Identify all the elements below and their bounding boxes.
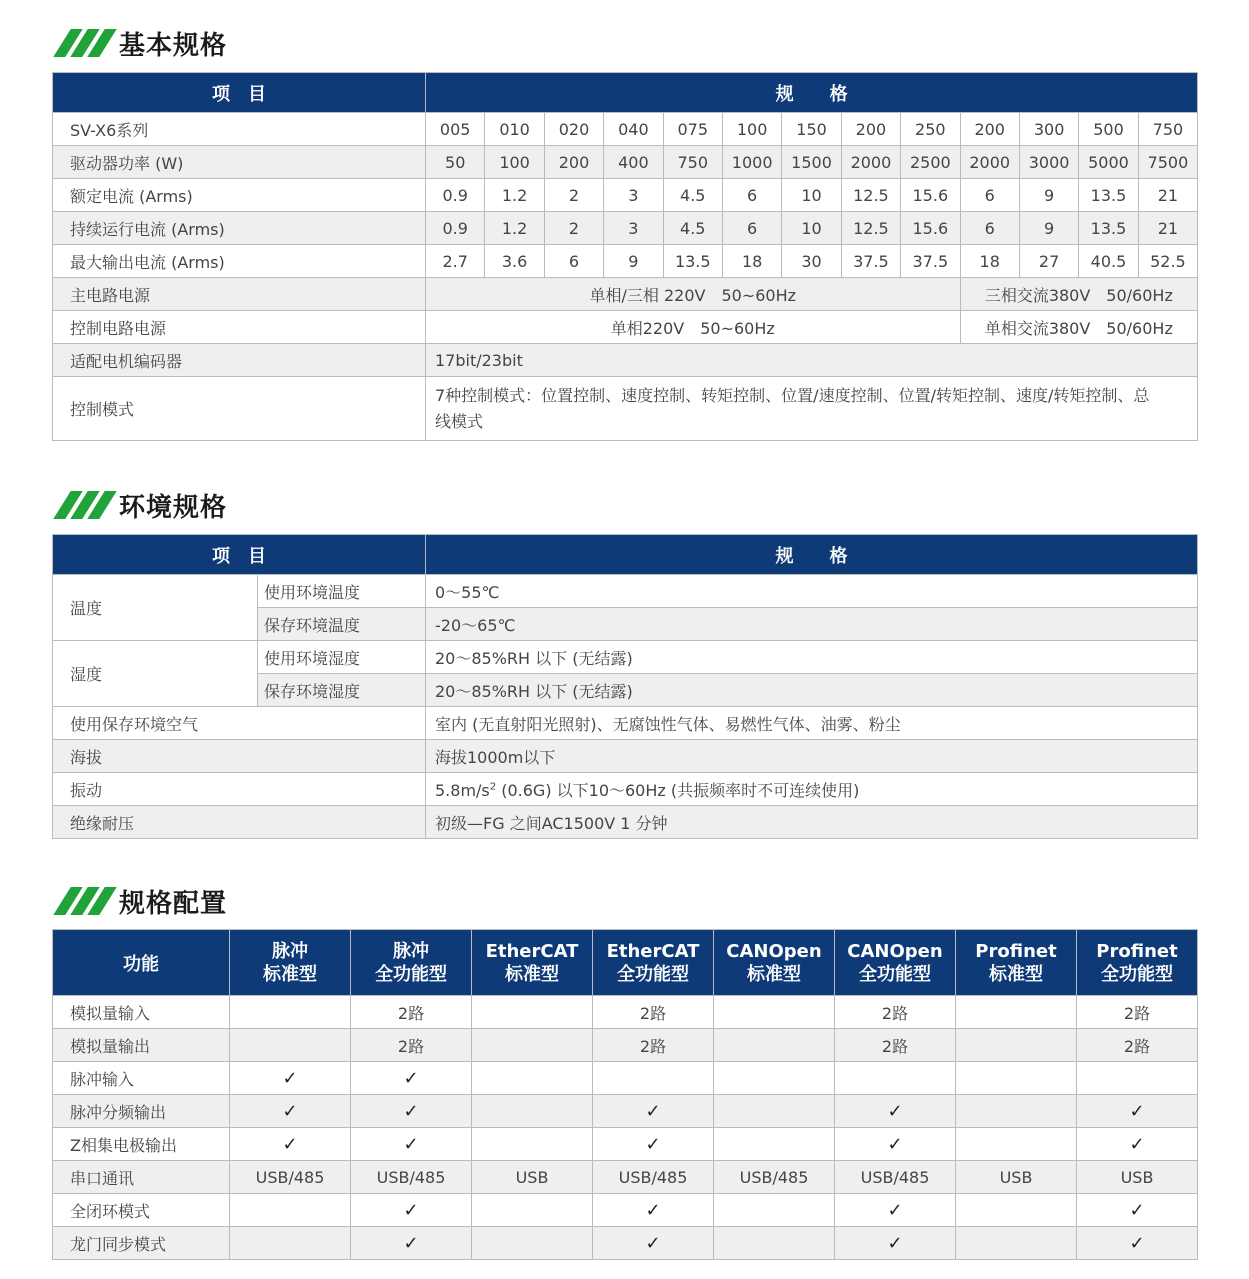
cell <box>714 1029 835 1062</box>
cell: 15.6 <box>901 212 960 245</box>
cell: 7种控制模式：位置控制、速度控制、转矩控制、位置/速度控制、位置/转矩控制、速度/转矩控制、总线模式 <box>426 377 1198 441</box>
cell: 750 <box>663 146 722 179</box>
cell: 9 <box>1019 179 1078 212</box>
cell: 30 <box>782 245 841 278</box>
row-label: 使用保存环境空气 <box>53 707 426 740</box>
cell: 室内 (无直射阳光照射)、无腐蚀性气体、易燃性气体、油雾、粉尘 <box>426 707 1198 740</box>
config-table <box>52 929 1198 1260</box>
cell: 400 <box>604 146 663 179</box>
row-label: Z相集电极输出 <box>53 1128 230 1161</box>
cell <box>714 1227 835 1260</box>
row-label: SV-X6系列 <box>53 113 426 146</box>
cell: 21 <box>1138 179 1197 212</box>
check-icon: ✓ <box>593 1227 714 1260</box>
cell: 2路 <box>1077 996 1198 1029</box>
row-label: 绝缘耐压 <box>53 806 426 839</box>
column-header <box>230 930 351 996</box>
column-header-line1: EtherCAT <box>485 940 579 962</box>
vibration-value: 5.8m/s <box>435 780 490 800</box>
cell: 20～85%RH 以下 (无结露) <box>426 674 1198 707</box>
check-icon: ✓ <box>1077 1227 1198 1260</box>
row-label: 控制模式 <box>53 377 426 441</box>
column-header <box>714 930 835 996</box>
table-row <box>53 740 1198 773</box>
row-label: 模拟量输出 <box>53 1029 230 1062</box>
cell: 3 <box>604 212 663 245</box>
row-label: 龙门同步模式 <box>53 1227 230 1260</box>
cell: 9 <box>604 245 663 278</box>
column-header-line2: 标准型 <box>505 963 559 985</box>
cell: 52.5 <box>1138 245 1197 278</box>
cell: 37.5 <box>901 245 960 278</box>
table-row <box>53 113 1198 146</box>
check-icon: ✓ <box>351 1062 472 1095</box>
section-title: 规格配置 <box>119 888 228 919</box>
column-header-line1: CANOpen <box>726 940 822 962</box>
cell: 200 <box>960 113 1019 146</box>
column-header <box>1077 930 1198 996</box>
cell: 150 <box>782 113 841 146</box>
cell: 2路 <box>593 996 714 1029</box>
check-icon: ✓ <box>1077 1128 1198 1161</box>
cell <box>714 1128 835 1161</box>
column-header-line2: 全功能型 <box>1101 963 1173 985</box>
cell <box>230 996 351 1029</box>
row-label: 串口通讯 <box>53 1161 230 1194</box>
cell: USB <box>472 1161 593 1194</box>
cell <box>956 1194 1077 1227</box>
cell: 保存环境湿度 <box>258 674 426 707</box>
cell: 13.5 <box>1079 179 1138 212</box>
check-icon: ✓ <box>230 1128 351 1161</box>
cell: 2000 <box>841 146 900 179</box>
superscript: 2 <box>489 781 497 793</box>
stripes-icon <box>52 887 113 915</box>
table-row <box>53 245 1198 278</box>
cell: 50 <box>426 146 485 179</box>
cell: 2路 <box>351 1029 472 1062</box>
cell: 200 <box>544 146 603 179</box>
cell: 0.9 <box>426 179 485 212</box>
cell: 2.7 <box>426 245 485 278</box>
cell: 2路 <box>351 996 472 1029</box>
check-icon: ✓ <box>835 1194 956 1227</box>
cell <box>472 996 593 1029</box>
check-icon: ✓ <box>835 1128 956 1161</box>
cell <box>472 1194 593 1227</box>
cell: 单相/三相 220V 50~60Hz <box>426 278 961 311</box>
cell <box>956 1029 1077 1062</box>
cell: 040 <box>604 113 663 146</box>
cell: 2路 <box>835 1029 956 1062</box>
cell <box>472 1062 593 1095</box>
row-label: 适配电机编码器 <box>53 344 426 377</box>
cell: 1500 <box>782 146 841 179</box>
column-header <box>472 930 593 996</box>
row-label: 持续运行电流 (Arms) <box>53 212 426 245</box>
check-icon: ✓ <box>351 1194 472 1227</box>
cell: 单相220V 50~60Hz <box>426 311 961 344</box>
cell: 15.6 <box>901 179 960 212</box>
row-label: 控制电路电源 <box>53 311 426 344</box>
column-header-line2: 标准型 <box>263 963 317 985</box>
cell <box>956 1062 1077 1095</box>
stripes-icon <box>52 491 113 519</box>
table-row <box>53 1194 1198 1227</box>
cell: 3000 <box>1019 146 1078 179</box>
column-header-line2: 标准型 <box>747 963 801 985</box>
cell <box>714 996 835 1029</box>
table-row <box>53 1029 1198 1062</box>
cell <box>714 1095 835 1128</box>
row-label: 温度 <box>53 575 258 641</box>
cell <box>230 1227 351 1260</box>
cell <box>593 1062 714 1095</box>
row-label: 脉冲输入 <box>53 1062 230 1095</box>
cell: 单相交流380V 50/60Hz <box>960 311 1198 344</box>
table-row <box>53 1095 1198 1128</box>
cell <box>230 1194 351 1227</box>
cell: -20～65℃ <box>426 608 1198 641</box>
cell: 17bit/23bit <box>426 344 1198 377</box>
row-label: 模拟量输入 <box>53 996 230 1029</box>
header-item: 项 目 <box>53 535 426 575</box>
table-row <box>53 996 1198 1029</box>
table-row <box>53 278 1198 311</box>
cell: 三相交流380V 50/60Hz <box>960 278 1198 311</box>
cell <box>472 1029 593 1062</box>
header-function: 功能 <box>53 930 230 996</box>
row-label: 主电路电源 <box>53 278 426 311</box>
check-icon: ✓ <box>1077 1095 1198 1128</box>
cell: 5000 <box>1079 146 1138 179</box>
cell: 使用环境湿度 <box>258 641 426 674</box>
section-title: 基本规格 <box>119 30 228 61</box>
table-row <box>53 311 1198 344</box>
row-label: 全闭环模式 <box>53 1194 230 1227</box>
cell: 37.5 <box>841 245 900 278</box>
check-icon: ✓ <box>835 1227 956 1260</box>
column-header-line1: EtherCAT <box>606 940 700 962</box>
section-heading-config <box>52 884 227 918</box>
check-icon: ✓ <box>835 1095 956 1128</box>
cell: 4.5 <box>663 212 722 245</box>
row-label: 湿度 <box>53 641 258 707</box>
row-label: 最大输出电流 (Arms) <box>53 245 426 278</box>
row-label: 驱动器功率 (W) <box>53 146 426 179</box>
cell: 2000 <box>960 146 1019 179</box>
row-label: 振动 <box>53 773 426 806</box>
cell: 2500 <box>901 146 960 179</box>
cell <box>714 1062 835 1095</box>
cell: 100 <box>722 113 781 146</box>
stripes-icon <box>52 29 113 57</box>
cell: 075 <box>663 113 722 146</box>
cell: 1.2 <box>485 212 544 245</box>
check-icon: ✓ <box>351 1227 472 1260</box>
cell: USB/485 <box>230 1161 351 1194</box>
cell <box>956 996 1077 1029</box>
row-label: 额定电流 (Arms) <box>53 179 426 212</box>
cell: 0～55℃ <box>426 575 1198 608</box>
cell: 18 <box>960 245 1019 278</box>
table-row <box>53 641 1198 674</box>
vibration-value-rest: (0.6G) 以下10～60Hz (共振频率时不可连续使用) <box>496 780 860 800</box>
cell: USB <box>956 1161 1077 1194</box>
table-row <box>53 1062 1198 1095</box>
cell <box>472 1227 593 1260</box>
check-icon: ✓ <box>593 1095 714 1128</box>
cell: 2路 <box>835 996 956 1029</box>
cell: USB/485 <box>351 1161 472 1194</box>
check-icon: ✓ <box>351 1095 472 1128</box>
column-header <box>593 930 714 996</box>
cell: USB <box>1077 1161 1198 1194</box>
cell: 2 <box>544 179 603 212</box>
cell: 020 <box>544 113 603 146</box>
cell: 500 <box>1079 113 1138 146</box>
cell: 13.5 <box>1079 212 1138 245</box>
cell: 保存环境温度 <box>258 608 426 641</box>
section-heading-basic <box>52 26 227 60</box>
column-header <box>351 930 472 996</box>
section-heading-env <box>52 488 227 522</box>
cell: 10 <box>782 179 841 212</box>
cell: 12.5 <box>841 212 900 245</box>
check-icon: ✓ <box>230 1062 351 1095</box>
header-spec: 规 格 <box>426 73 1198 113</box>
cell: 750 <box>1138 113 1197 146</box>
cell: 1000 <box>722 146 781 179</box>
cell: 6 <box>960 179 1019 212</box>
cell: 10 <box>782 212 841 245</box>
column-header-line1: CANOpen <box>847 940 943 962</box>
table-row <box>53 212 1198 245</box>
cell: 6 <box>544 245 603 278</box>
cell: 250 <box>901 113 960 146</box>
header-item: 项 目 <box>53 73 426 113</box>
cell: USB/485 <box>835 1161 956 1194</box>
column-header <box>956 930 1077 996</box>
cell <box>472 1095 593 1128</box>
cell: 40.5 <box>1079 245 1138 278</box>
table-row <box>53 146 1198 179</box>
cell: 3.6 <box>485 245 544 278</box>
cell: 使用环境温度 <box>258 575 426 608</box>
cell: 010 <box>485 113 544 146</box>
cell: 27 <box>1019 245 1078 278</box>
column-header-line2: 全功能型 <box>375 963 447 985</box>
table-row <box>53 1128 1198 1161</box>
cell: 0.9 <box>426 212 485 245</box>
cell <box>956 1128 1077 1161</box>
cell: 7500 <box>1138 146 1197 179</box>
column-header <box>835 930 956 996</box>
table-row <box>53 1227 1198 1260</box>
cell: 1.2 <box>485 179 544 212</box>
cell: 3 <box>604 179 663 212</box>
section-title: 环境规格 <box>119 492 228 523</box>
check-icon: ✓ <box>351 1128 472 1161</box>
row-label: 海拔 <box>53 740 426 773</box>
table-row <box>53 806 1198 839</box>
check-icon: ✓ <box>593 1194 714 1227</box>
check-icon: ✓ <box>1077 1194 1198 1227</box>
cell: 18 <box>722 245 781 278</box>
table-row <box>53 344 1198 377</box>
column-header-line2: 全功能型 <box>617 963 689 985</box>
cell: 21 <box>1138 212 1197 245</box>
cell <box>1077 1062 1198 1095</box>
check-icon: ✓ <box>593 1128 714 1161</box>
cell: USB/485 <box>714 1161 835 1194</box>
cell: 2 <box>544 212 603 245</box>
column-header-line1: Profinet <box>1096 940 1178 962</box>
cell <box>426 773 1198 806</box>
table-row <box>53 707 1198 740</box>
cell: 海拔1000m以下 <box>426 740 1198 773</box>
cell: 200 <box>841 113 900 146</box>
env-spec-table <box>52 534 1198 839</box>
cell: 6 <box>722 179 781 212</box>
column-header-line2: 全功能型 <box>859 963 931 985</box>
cell: 初级—FG 之间AC1500V 1 分钟 <box>426 806 1198 839</box>
row-label: 脉冲分频输出 <box>53 1095 230 1128</box>
cell <box>956 1095 1077 1128</box>
table-row <box>53 773 1198 806</box>
cell: 4.5 <box>663 179 722 212</box>
cell: 2路 <box>1077 1029 1198 1062</box>
table-row <box>53 575 1198 608</box>
cell <box>956 1227 1077 1260</box>
cell: USB/485 <box>593 1161 714 1194</box>
cell: 6 <box>722 212 781 245</box>
cell: 2路 <box>593 1029 714 1062</box>
table-row <box>53 377 1198 441</box>
cell: 9 <box>1019 212 1078 245</box>
cell: 300 <box>1019 113 1078 146</box>
cell: 13.5 <box>663 245 722 278</box>
cell: 20～85%RH 以下 (无结露) <box>426 641 1198 674</box>
cell: 100 <box>485 146 544 179</box>
cell <box>230 1029 351 1062</box>
cell <box>714 1194 835 1227</box>
column-header-line1: Profinet <box>975 940 1057 962</box>
cell: 005 <box>426 113 485 146</box>
header-spec: 规 格 <box>426 535 1198 575</box>
table-row <box>53 179 1198 212</box>
cell: 12.5 <box>841 179 900 212</box>
cell: 6 <box>960 212 1019 245</box>
column-header-line1: 脉冲 <box>272 940 308 962</box>
cell <box>835 1062 956 1095</box>
check-icon: ✓ <box>230 1095 351 1128</box>
column-header-line1: 脉冲 <box>393 940 429 962</box>
table-row <box>53 1161 1198 1194</box>
column-header-line2: 标准型 <box>989 963 1043 985</box>
cell <box>472 1128 593 1161</box>
basic-spec-table <box>52 72 1198 441</box>
